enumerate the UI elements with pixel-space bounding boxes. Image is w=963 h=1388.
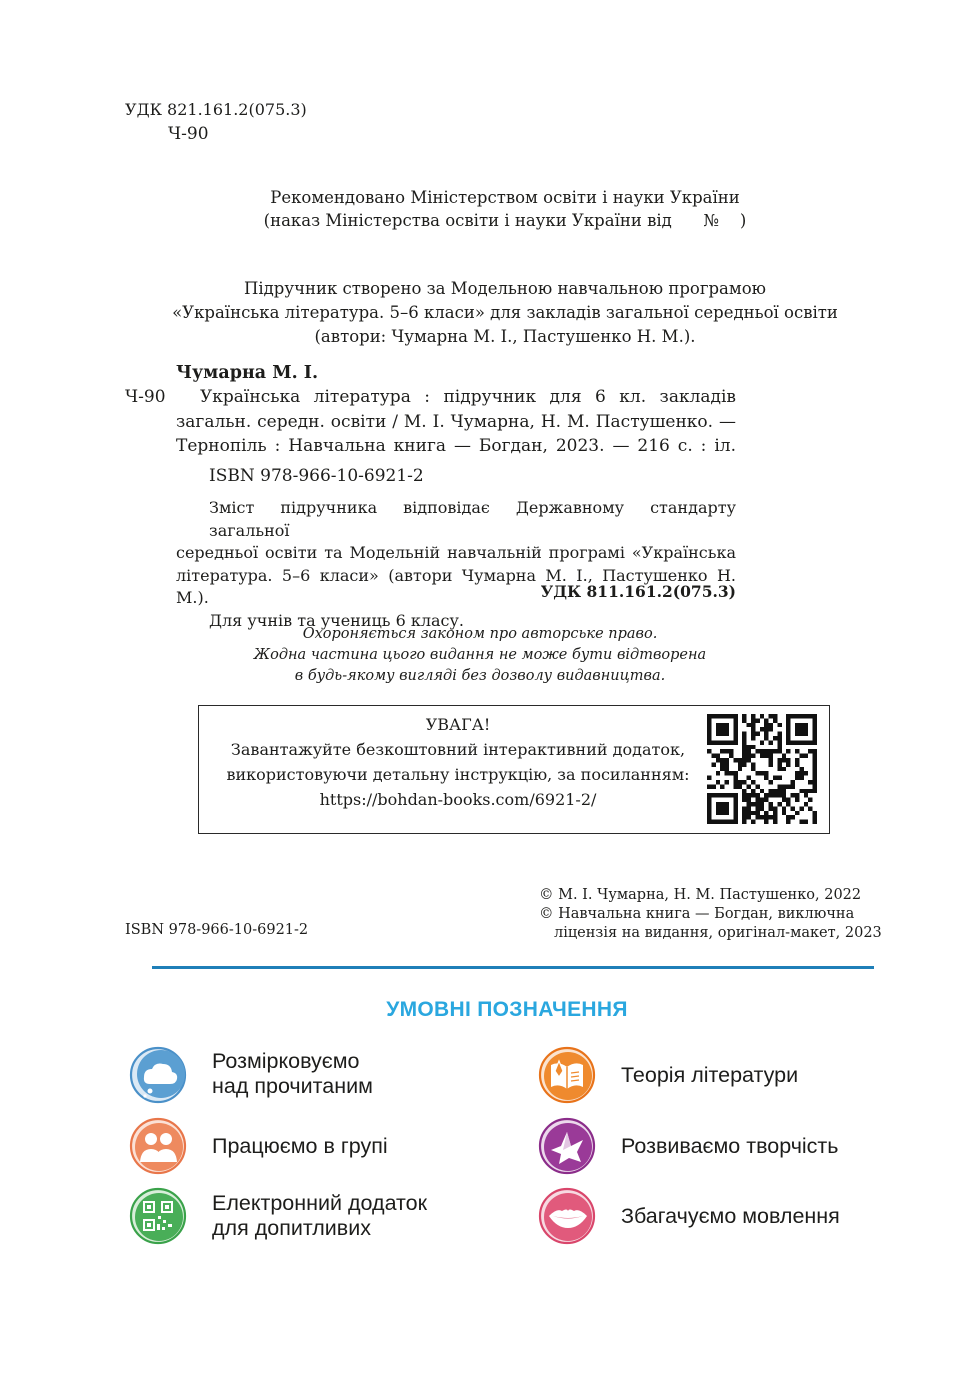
- legend-label: [212, 1191, 427, 1241]
- catalog-cipher: Ч-90: [125, 387, 166, 407]
- udk-code: УДК 821.161.2(075.3): [125, 100, 307, 119]
- copyright-protection-note: [200, 624, 760, 687]
- annotation-line: література. 5–6 класи» (автори Чумарна М. І., Пастушенко Н. М.).: [176, 565, 736, 607]
- creativity-icon: [537, 1116, 597, 1176]
- legend-label-line: Теорія літератури: [621, 1063, 799, 1087]
- catalog-udk: УДК 811.161.2(075.3): [540, 582, 736, 601]
- attention-text: [219, 712, 697, 812]
- biblio-line: Українська література : підручник для 6 кл. закладів: [200, 387, 736, 407]
- legend-label-line: над прочитаним: [212, 1074, 373, 1098]
- legend-label-line: Працюємо в групі: [212, 1134, 388, 1158]
- legend-label-line: Розмірковуємо: [212, 1049, 360, 1073]
- attention-title: УВАГА!: [425, 715, 491, 734]
- legend-label: [212, 1134, 388, 1159]
- legend-label: [621, 1134, 838, 1159]
- legend-label-line: Розвиваємо творчість: [621, 1134, 839, 1158]
- copyright-note-line: в будь-якому вигляді без дозволу видавництва.: [294, 668, 666, 684]
- copyright-note-line: Охороняється законом про авторське право.: [302, 626, 658, 642]
- biblio-line: Тернопіль : Навчальна книга — Богдан, 2023. — 216 с. : іл.: [176, 436, 736, 456]
- program-note-line: «Українська література. 5–6 класи» для закладів загальної середньої освіти: [172, 303, 838, 322]
- legend-label-line: Збагачуємо мовлення: [621, 1204, 840, 1228]
- copyright-note-line: Жодна частина цього видання не може бути відтворена: [253, 647, 707, 663]
- copyright-line: © Навчальна книга — Богдан, виключна: [539, 906, 855, 922]
- legend-label-line: Електронний додаток: [212, 1191, 428, 1215]
- thinking-icon: [128, 1045, 188, 1105]
- attention-box: [198, 705, 830, 834]
- program-note-line: (автори: Чумарна М. І., Пастушенко Н. М.).: [314, 327, 696, 346]
- copyright-line: ліцензія на видання, оригінал-макет, 2023: [554, 925, 882, 941]
- copyright-line: © М. І. Чумарна, Н. М. Пастушенко, 2022: [539, 887, 862, 903]
- annotation: [176, 497, 736, 632]
- catalog-author: Чумарна М. І.: [176, 363, 319, 383]
- author-cipher: Ч-90: [168, 124, 209, 144]
- bibliographic-description: [176, 385, 736, 459]
- legend-label: [621, 1204, 840, 1229]
- catalog-isbn: ISBN 978-966-10-6921-2: [209, 466, 424, 486]
- annotation-line: Для учнів та учениць 6 класу.: [209, 610, 464, 630]
- legend-title: УМОВНІ ПОЗНАЧЕННЯ: [386, 998, 628, 1021]
- legend-label: [212, 1049, 373, 1099]
- program-note: [150, 277, 860, 349]
- program-note-line: Підручник створено за Модельною навчальною програмою: [243, 279, 767, 298]
- copyright-list: [539, 886, 882, 943]
- attention-line: Завантажуйте безкоштовний інтерактивний додаток,: [230, 740, 686, 759]
- section-divider: [152, 966, 874, 969]
- annotation-line: середньої освіти та Модельній навчальній програмі «Українська: [176, 543, 736, 562]
- recommendation-line: (наказ Міністерства освіти і науки України від № ): [263, 211, 747, 230]
- literature-theory-icon: [537, 1045, 597, 1105]
- recommendation-block: [200, 186, 810, 232]
- speech-icon: [537, 1186, 597, 1246]
- group-work-icon: [128, 1116, 188, 1176]
- recommendation-line: Рекомендовано Міністерством освіти і науки України: [270, 188, 740, 207]
- legend-label: [621, 1063, 798, 1088]
- legend-label-line: для допитливих: [212, 1216, 371, 1240]
- attention-line: використовуючи детальну інструкцію, за посиланням:: [226, 765, 690, 784]
- biblio-line: загальн. середн. освіти / М. І. Чумарна, Н. М. Пастушенко. —: [176, 411, 736, 432]
- qr-code-icon[interactable]: [707, 714, 817, 824]
- supplement-link[interactable]: https://bohdan-books.com/6921-2/: [319, 790, 597, 809]
- digital-supplement-icon: [128, 1186, 188, 1246]
- isbn-footer: ISBN 978-966-10-6921-2: [125, 922, 309, 938]
- annotation-line: Зміст підручника відповідає Державному стандарту загальної: [209, 498, 736, 540]
